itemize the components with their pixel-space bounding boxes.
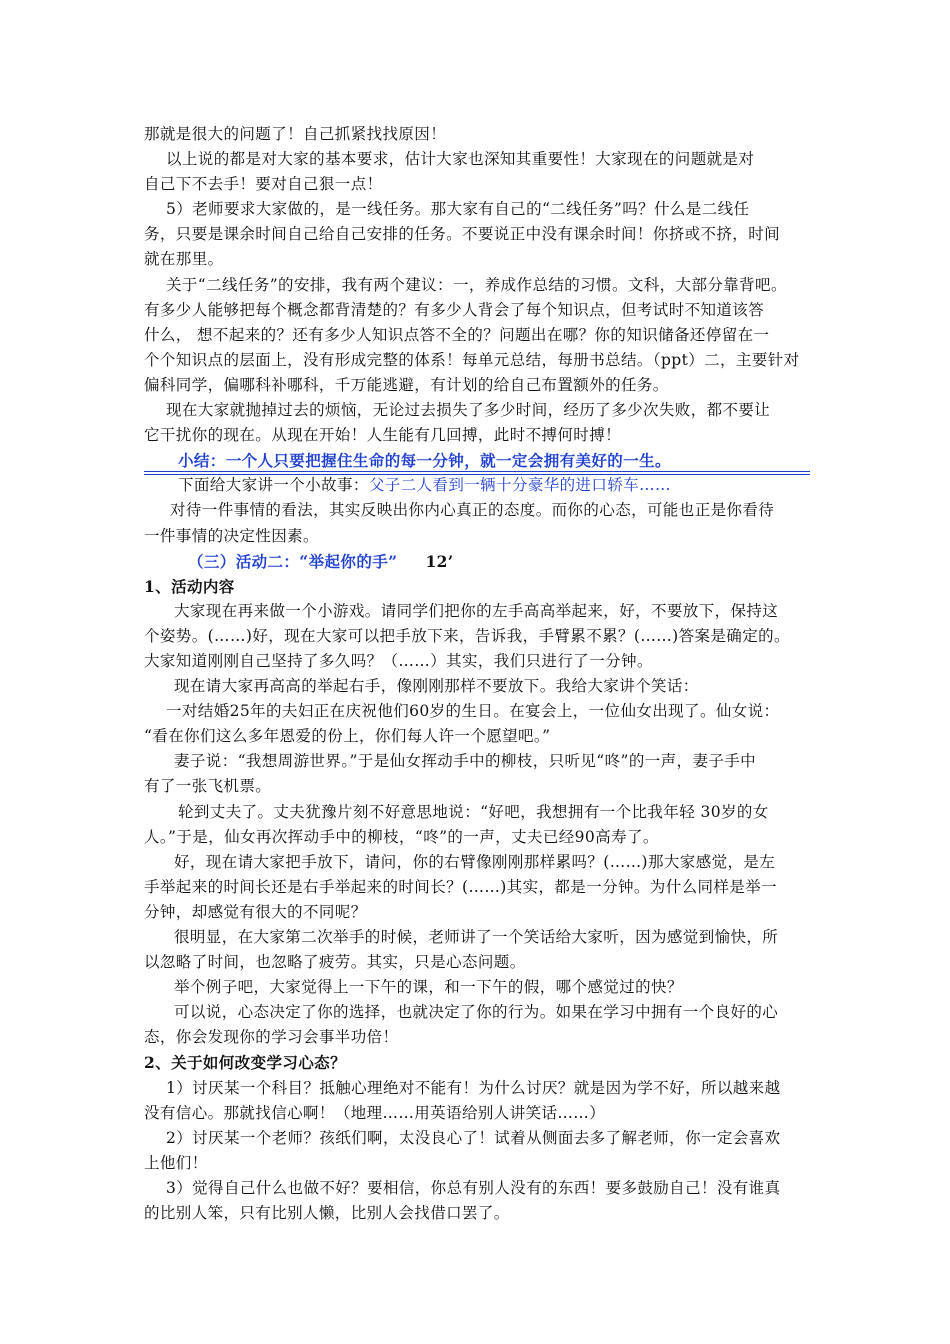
text-line: 态，你会发现你的学习会事半功倍！ [144,1028,399,1047]
text-line: 分钟，却感觉有很大的不同呢？ [144,902,367,921]
text-line: “看在你们这么多年恩爱的份上，你们每人许一个愿望吧。” [144,727,551,746]
document-page [144,122,810,1226]
text-line: 举个例子吧，大家觉得上一下午的课，和一下午的假，哪个感觉过的快？ [174,978,683,997]
activity-minutes: 12’ [425,551,454,571]
text-line: 大家现在再来做一个小游戏。请同学们把你的左手高高举起来，好，不要放下，保持这 [174,601,779,620]
text-line: 1）讨厌某一个科目？抵触心理绝对不能有！为什么讨厌？就是因为学不好，所以越来越 [166,1078,781,1097]
text-line: 偏科同学，偏哪科补哪科，千万能逃避，有计划的给自己布置额外的任务。 [144,375,669,394]
text-line: 个个知识点的层面上，没有形成完整的体系！每单元总结，每册书总结。（ppt）二，主要针对 [144,350,800,369]
text-line: 对待一件事情的看法，其实反映出你内心真正的态度。而你的心态，可能也正是你看待 [170,501,775,520]
section-heading: 1、活动内容 [144,576,235,596]
text-line: 可以说，心态决定了你的选择，也就决定了你的行为。如果在学习中拥有一个良好的心 [174,1003,779,1022]
text-line: 很明显，在大家第二次举手的时候，老师讲了一个笑话给大家听，因为感觉到愉快，所 [174,928,779,946]
text-line: 没有信心。那就找信心啊！（地理……用英语给别人讲笑话……） [144,1103,606,1122]
summary-double-rule [144,471,810,475]
text-line: 它干扰你的现在。从现在开始！人生能有几回搏，此时不搏何时搏！ [144,426,622,445]
text-line: 人。”于是，仙女再次挥动手中的柳枝，“咚”的一声，丈夫已经90高寿了。 [144,827,659,846]
text-line: 关于“二线任务”的安排，我有两个建议：一，养成作总结的习惯。文科，大部分靠背吧。 [166,275,787,294]
text-line: 的比别人笨，只有比别人懒，比别人会找借口罢了。 [144,1204,510,1223]
text-line: 以忽略了时间，也忽略了疲劳。其实，只是心态问题。 [144,953,526,972]
text-line: 务，只要是课余时间自己给自己安排的任务。不要说正中没有课余时间！你挤或不挤，时间 [144,225,781,244]
text-line: 手举起来的时间长还是右手举起来的时间长？(……)其实，都是一分钟。为什么同样是举一 [144,877,777,896]
text-line: 以上说的都是对大家的基本要求，估计大家也深知其重要性！大家现在的问题就是对 [166,150,755,169]
text-line: 妻子说：“我想周游世界。”于是仙女挥动手中的柳枝，只听见“咚”的一声，妻子手中 [174,752,757,771]
text-line: 2）讨厌某一个老师？孩纸们啊，太没良心了！试着从侧面去多了解老师，你一定会喜欢 [166,1128,781,1147]
text-line: 自己下不去手！要对自己狠一点！ [144,175,383,194]
text-line: 什么， 想不起来的？还有多少人知识点答不全的？问题出在哪？你的知识储备还停留在一 [144,325,770,344]
text-line: 一件事情的决定性因素。 [144,526,319,545]
text-line: 一对结婚25年的夫妇正在庆祝他们60岁的生日。在宴会上，一位仙女出现了。仙女说： [166,702,780,721]
text-line: 个姿势。(……)好，现在大家可以把手放下来，告诉我，手臂累不累？(……)答案是确定的。 [144,626,790,645]
story-intro: 下面给大家讲一个小故事： [178,476,369,495]
text-line: 那就是很大的问题了！自己抓紧找找原因！ [144,125,447,143]
text-line: 轮到丈夫了。丈夫犹豫片刻不好意思地说：“好吧，我想拥有一个比我年轻 30岁的女 [178,802,769,821]
summary-line [144,448,810,473]
text-line: 好，现在请大家把手放下，请问，你的右臂像刚刚那样累吗？(……)那大家感觉，是左 [174,852,776,871]
text-line: 就在那里。 [144,250,224,269]
section-heading: 2、关于如何改变学习心态？ [144,1053,346,1073]
text-line: 现在请大家再高高的举起右手，像刚刚那样不要放下。我给大家讲个笑话： [174,677,699,696]
activity-heading [144,549,810,574]
text-line: 上他们！ [144,1153,208,1172]
summary-text: 小结：一个人只要把握住生命的每一分钟，就一定会拥有美好的一生。 [178,451,671,471]
activity-title: （三）活动二：“举起你的手” [188,551,398,571]
text-line: 5）老师要求大家做的，是一线任务。那大家有自己的“二线任务”吗？什么是二线任 [166,200,750,219]
text-line: 有多少人能够把每个概念都背清楚的？有多少人背会了每个知识点，但考试时不知道该答 [144,300,765,319]
text-line: 有了一张飞机票。 [144,777,272,796]
story-line [144,473,810,498]
story-link: 父子二人看到一辆十分豪华的进口轿车…… [368,476,671,495]
text-line: 大家知道刚刚自己坚持了多久吗？（……）其实，我们只进行了一分钟。 [144,651,653,670]
text-line: 3）觉得自己什么也做不好？要相信，你总有别人没有的东西！要多鼓励自己！没有谁真 [166,1178,781,1197]
text-line: 现在大家就抛掉过去的烦恼，无论过去损失了多少时间，经历了多少次失败，都不要让 [166,401,771,420]
